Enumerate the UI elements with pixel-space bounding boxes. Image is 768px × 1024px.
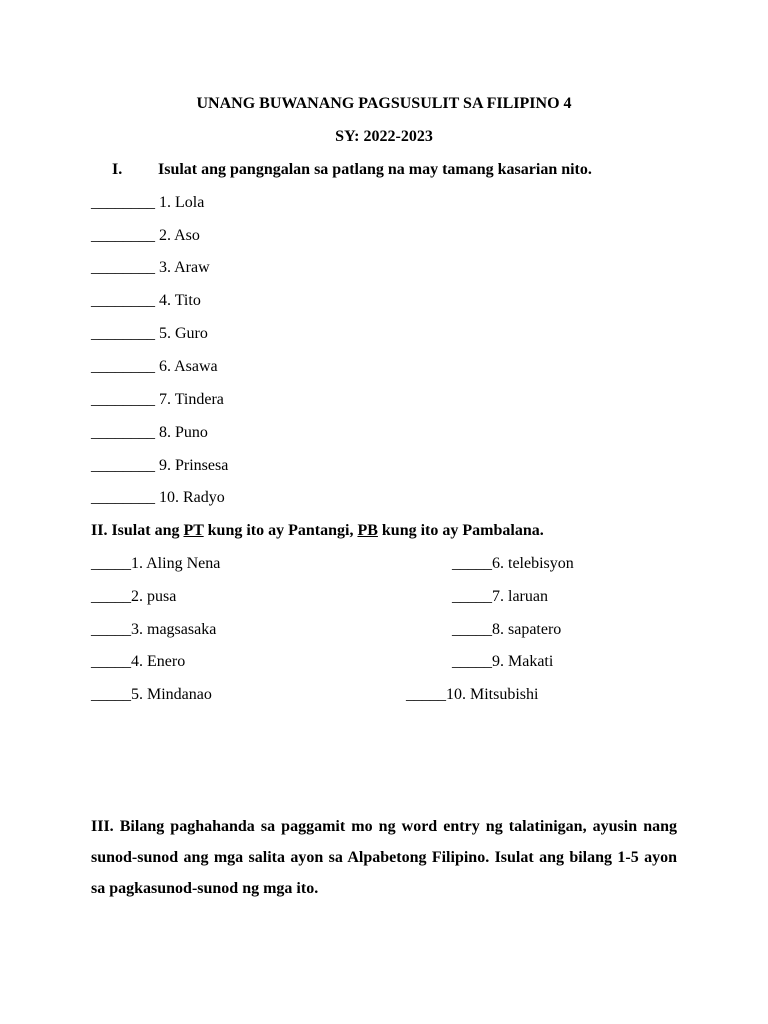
section2-item-10: _____10. Mitsubishi (406, 686, 539, 703)
section2-item-7: _____7. laruan (452, 588, 548, 605)
section2-item-3: _____3. magsasaka (91, 621, 217, 638)
section1-item-5: ________ 5. Guro (91, 325, 208, 342)
section1-item-4: ________ 4. Tito (91, 292, 201, 309)
section2-instruction-part: kung ito ay Pantangi, (203, 522, 358, 539)
quiz-title: UNANG BUWANANG PAGSUSULIT SA FILIPINO 4 (196, 95, 572, 112)
section1-item-9: ________ 9. Prinsesa (91, 457, 229, 474)
pb-abbreviation: PB (357, 522, 378, 539)
section1-item-6: ________ 6. Asawa (91, 358, 218, 375)
section2-item-6: _____6. telebisyon (452, 555, 574, 572)
pt-abbreviation: PT (183, 522, 204, 539)
section1-item-8: ________ 8. Puno (91, 424, 208, 441)
section1-item-7: ________ 7. Tindera (91, 391, 224, 408)
section3-instruction: III. Bilang paghahanda sa paggamit mo ng word entry ng talatinigan, ayusin nang sunod-sunod ang mga salita ayon sa Alpabetong Filipino. Isulat ang bilang 1-5 ayon sa pagkasunod-sunod ng mga ito. (91, 818, 677, 897)
section2-item-9: _____9. Makati (452, 653, 554, 670)
section2-instruction (91, 521, 544, 541)
section1-item-2: ________ 2. Aso (91, 227, 200, 244)
section1-instruction: Isulat ang pangngalan sa patlang na may tamang kasarian nito. (158, 161, 592, 178)
section1-numeral: I. (112, 161, 123, 178)
section2-item-1: _____1. Aling Nena (91, 555, 221, 572)
section1-item-10: ________ 10. Radyo (91, 489, 225, 506)
section2-item-2: _____2. pusa (91, 588, 177, 605)
section1-item-1: ________ 1. Lola (91, 194, 205, 211)
section2-instruction-part: II. Isulat ang (91, 522, 184, 539)
section2-instruction-part: kung ito ay Pambalana. (377, 522, 544, 539)
section2-item-4: _____4. Enero (91, 653, 186, 670)
section2-item-5: _____5. Mindanao (91, 686, 212, 703)
school-year: SY: 2022-2023 (335, 128, 433, 145)
section2-item-8: _____8. sapatero (452, 621, 562, 638)
section1-item-3: ________ 3. Araw (91, 259, 210, 276)
